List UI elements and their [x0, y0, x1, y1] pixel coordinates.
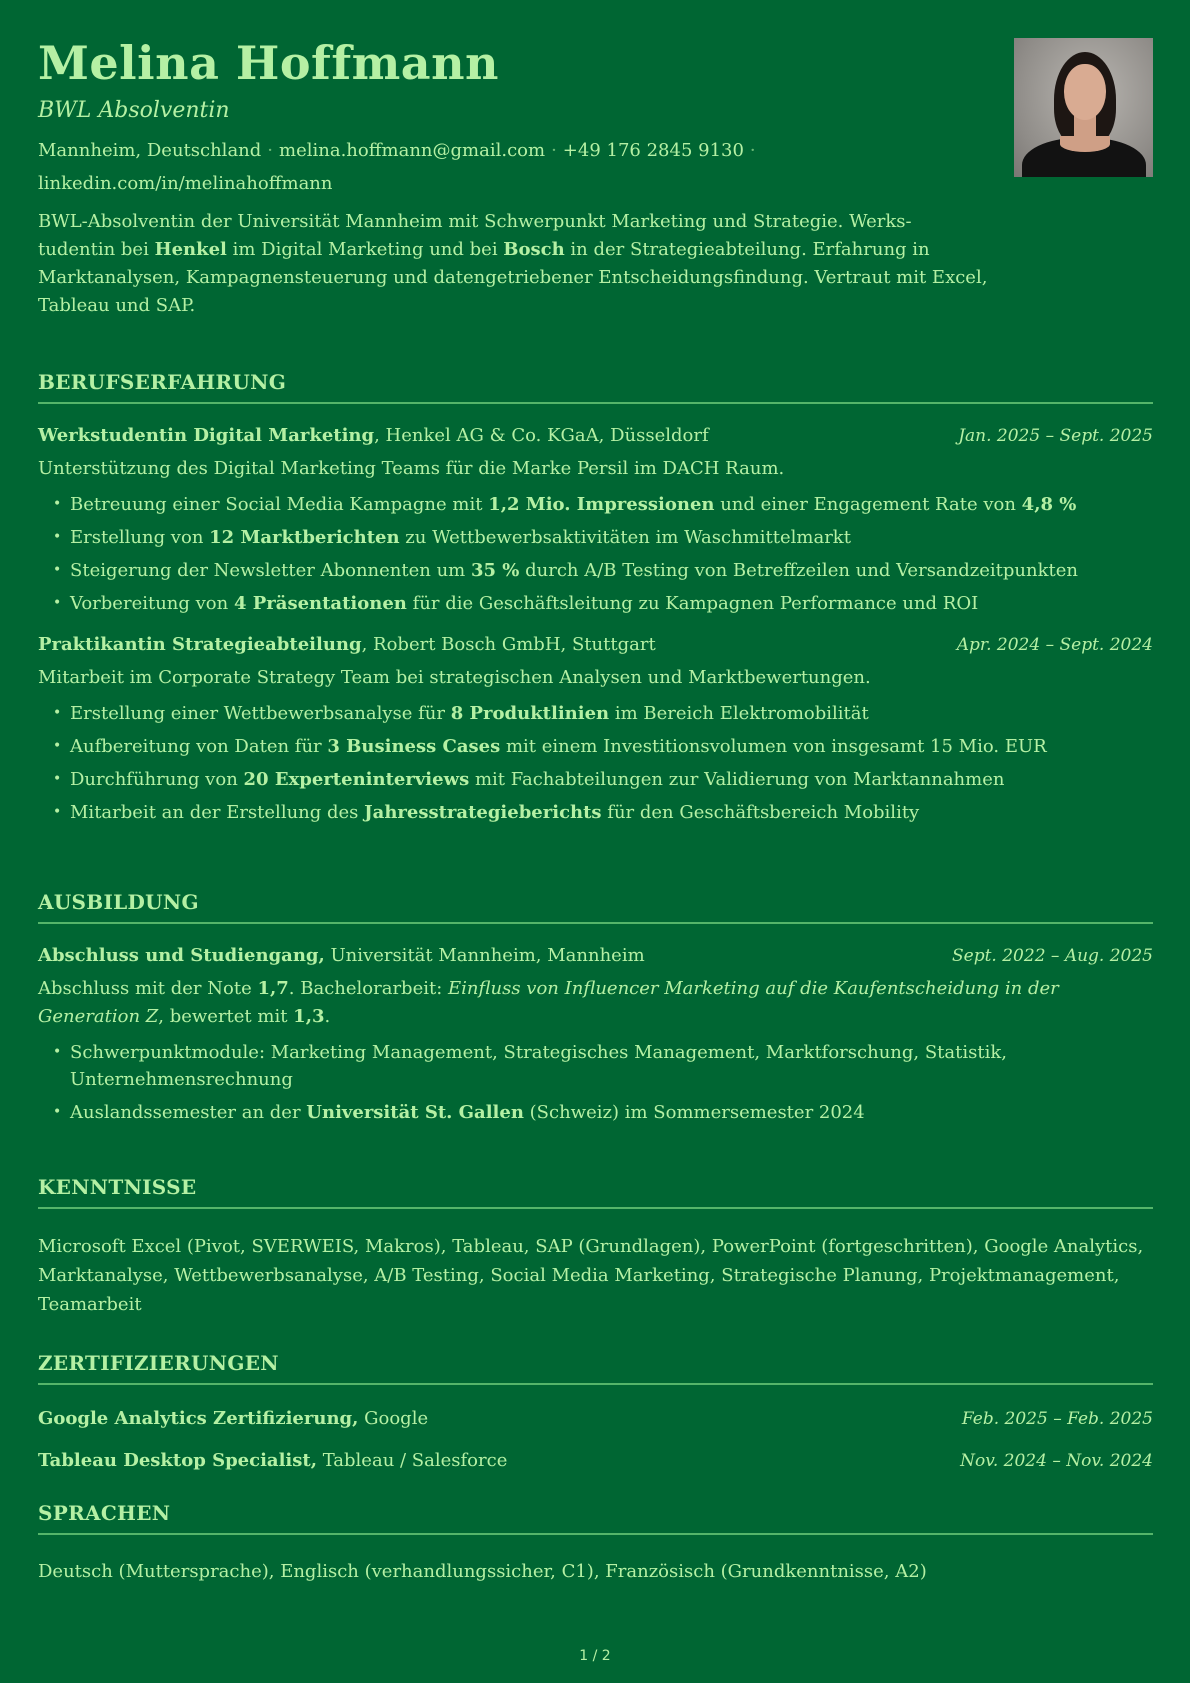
entry-date: Sept. 2022 – Aug. 2025 — [952, 946, 1153, 966]
section-experience — [38, 370, 1153, 832]
entry-bullets — [38, 491, 1153, 617]
section-heading: BERUFSERFAHRUNG — [38, 370, 1153, 404]
languages-text: Deutsch (Muttersprache), Englisch (verhandlungssicher, C1), Französisch (Grundkenntnisse, A2) — [38, 1561, 927, 1582]
summary-text: BWL-Absolventin der Universität Mannheim mit Schwerpunkt Marketing und Strategie. Werks-tudentin bei — [38, 211, 912, 260]
entry-org: , Henkel AG & Co. KGaA, Düsseldorf — [374, 425, 709, 446]
separator: · — [749, 140, 756, 161]
entry-role: Praktikantin Strategieabteilung — [38, 634, 362, 655]
summary-text: in der Strategieabteilung. Erfahrung in Marktanalysen, Kampagnensteuerung und datengetriebener Entscheidungsfindung. Vertraut mit Excel, Tableau und SAP. — [38, 239, 988, 316]
cert-name: Google Analytics Zertifizierung, — [38, 1408, 359, 1429]
section-heading: ZERTIFIZIERUNGEN — [38, 1351, 1153, 1385]
contact-linkedin[interactable]: linkedin.com/in/melinahoffmann — [38, 173, 333, 194]
candidate-name: Melina Hoffmann — [38, 36, 499, 90]
bullet-item: • Auslandssemester an der Universität St. Gallen (Schweiz) im Sommersemester 2024 — [70, 1099, 1153, 1126]
photo-chest — [1060, 136, 1110, 152]
entry-header — [38, 942, 1153, 970]
section-skills — [38, 1175, 1153, 1319]
entry-date: Jan. 2025 – Sept. 2025 — [958, 426, 1153, 446]
contact-line — [38, 134, 998, 200]
entry-description: Abschluss mit der Note 1,7. Bachelorarbeit: Einfluss von Influencer Marketing auf die Kaufentscheidung in der Generation Z, bewertet mit 1,3. — [38, 978, 1059, 1027]
contact-email[interactable]: melina.hoffmann@gmail.com — [279, 140, 546, 161]
section-heading: KENNTNISSE — [38, 1175, 1153, 1209]
experience-entry — [38, 631, 1153, 826]
entry-org: Universität Mannheim, Mannheim — [324, 945, 645, 966]
profile-summary — [38, 208, 988, 320]
education-entry — [38, 942, 1153, 1126]
skills-text: Microsoft Excel (Pivot, SVERWEIS, Makros), Tableau, SAP (Grundlagen), PowerPoint (fortgeschritten), Google Analytics, Marktanalyse, Wettbewerbsanalyse, A/B Testing, Social Media Marketing, Strategische Planung, Projektmanagement, Teamarbeit — [38, 1236, 1144, 1315]
separator: · — [551, 140, 557, 161]
cert-issuer: Tableau / Salesforce — [316, 1450, 508, 1471]
section-heading: AUSBILDUNG — [38, 890, 1153, 924]
section-certifications — [38, 1351, 1153, 1475]
entry-org: , Robert Bosch GmbH, Stuttgart — [361, 634, 656, 655]
experience-entry — [38, 422, 1153, 617]
photo-face — [1064, 64, 1106, 120]
profile-photo — [1014, 38, 1153, 177]
bullet-item: • Vorbereitung von 4 Präsentationen für die Geschäftsleitung zu Kampagnen Performance und ROI — [70, 590, 1153, 617]
candidate-title: BWL Absolventin — [38, 98, 230, 123]
summary-text: im Digital Marketing und bei — [226, 239, 504, 260]
entry-header — [38, 422, 1153, 450]
entry-header — [38, 631, 1153, 659]
entry-description: Unterstützung des Digital Marketing Teams für die Marke Persil im DACH Raum. — [38, 458, 785, 479]
section-education — [38, 890, 1153, 1132]
summary-highlight: Henkel — [154, 239, 227, 260]
bullet-item: • Aufbereitung von Daten für 3 Business Cases mit einem Investitionsvolumen von insgesamt 15 Mio. EUR — [70, 733, 1153, 760]
cert-issuer: Google — [358, 1408, 429, 1429]
entry-date: Apr. 2024 – Sept. 2024 — [956, 635, 1153, 655]
bullet-item: • Durchführung von 20 Experteninterviews mit Fachabteilungen zur Validierung von Marktannahmen — [70, 766, 1153, 793]
summary-highlight: Bosch — [503, 239, 565, 260]
entry-role: Werkstudentin Digital Marketing — [38, 425, 375, 446]
entry-bullets — [38, 700, 1153, 826]
contact-phone[interactable]: +49 176 2845 9130 — [562, 140, 744, 161]
page-number: 1 / 2 — [579, 1648, 611, 1664]
resume-page — [38, 0, 1153, 1582]
contact-location: Mannheim, Deutschland — [38, 140, 262, 161]
bullet-item: • Schwerpunktmodule: Marketing Management, Strategisches Management, Marktforschung, Statistik, Unternehmensrechnung — [70, 1039, 1153, 1093]
bullet-item: • Erstellung von 12 Marktberichten zu Wettbewerbsaktivitäten im Waschmittelmarkt — [70, 524, 1153, 551]
cert-name: Tableau Desktop Specialist, — [38, 1450, 317, 1471]
section-heading: SPRACHEN — [38, 1501, 1153, 1535]
certification-entry — [38, 1447, 1153, 1475]
certification-entry — [38, 1405, 1153, 1433]
separator: · — [267, 140, 274, 161]
bullet-item: • Erstellung einer Wettbewerbsanalyse für 8 Produktlinien im Bereich Elektromobilität — [70, 700, 1153, 727]
entry-bullets — [38, 1039, 1153, 1126]
cert-date: Nov. 2024 – Nov. 2024 — [960, 1451, 1153, 1471]
cert-date: Feb. 2025 – Feb. 2025 — [961, 1409, 1153, 1429]
thesis-title: Einfluss von Influencer Marketing auf die Kaufentscheidung in der Generation Z — [38, 978, 1059, 1027]
bullet-item: • Betreuung einer Social Media Kampagne mit 1,2 Mio. Impressionen und einer Engagement Rate von 4,8 % — [70, 491, 1153, 518]
resume-header — [38, 0, 1153, 330]
section-languages — [38, 1501, 1153, 1586]
bullet-item: • Steigerung der Newsletter Abonnenten um 35 % durch A/B Testing von Betreffzeilen und Versandzeitpunkten — [70, 557, 1153, 584]
entry-degree: Abschluss und Studiengang, — [38, 945, 325, 966]
bullet-item: • Mitarbeit an der Erstellung des Jahresstrategieberichts für den Geschäftsbereich Mobility — [70, 799, 1153, 826]
entry-description: Mitarbeit im Corporate Strategy Team bei strategischen Analysen und Marktbewertungen. — [38, 667, 871, 688]
